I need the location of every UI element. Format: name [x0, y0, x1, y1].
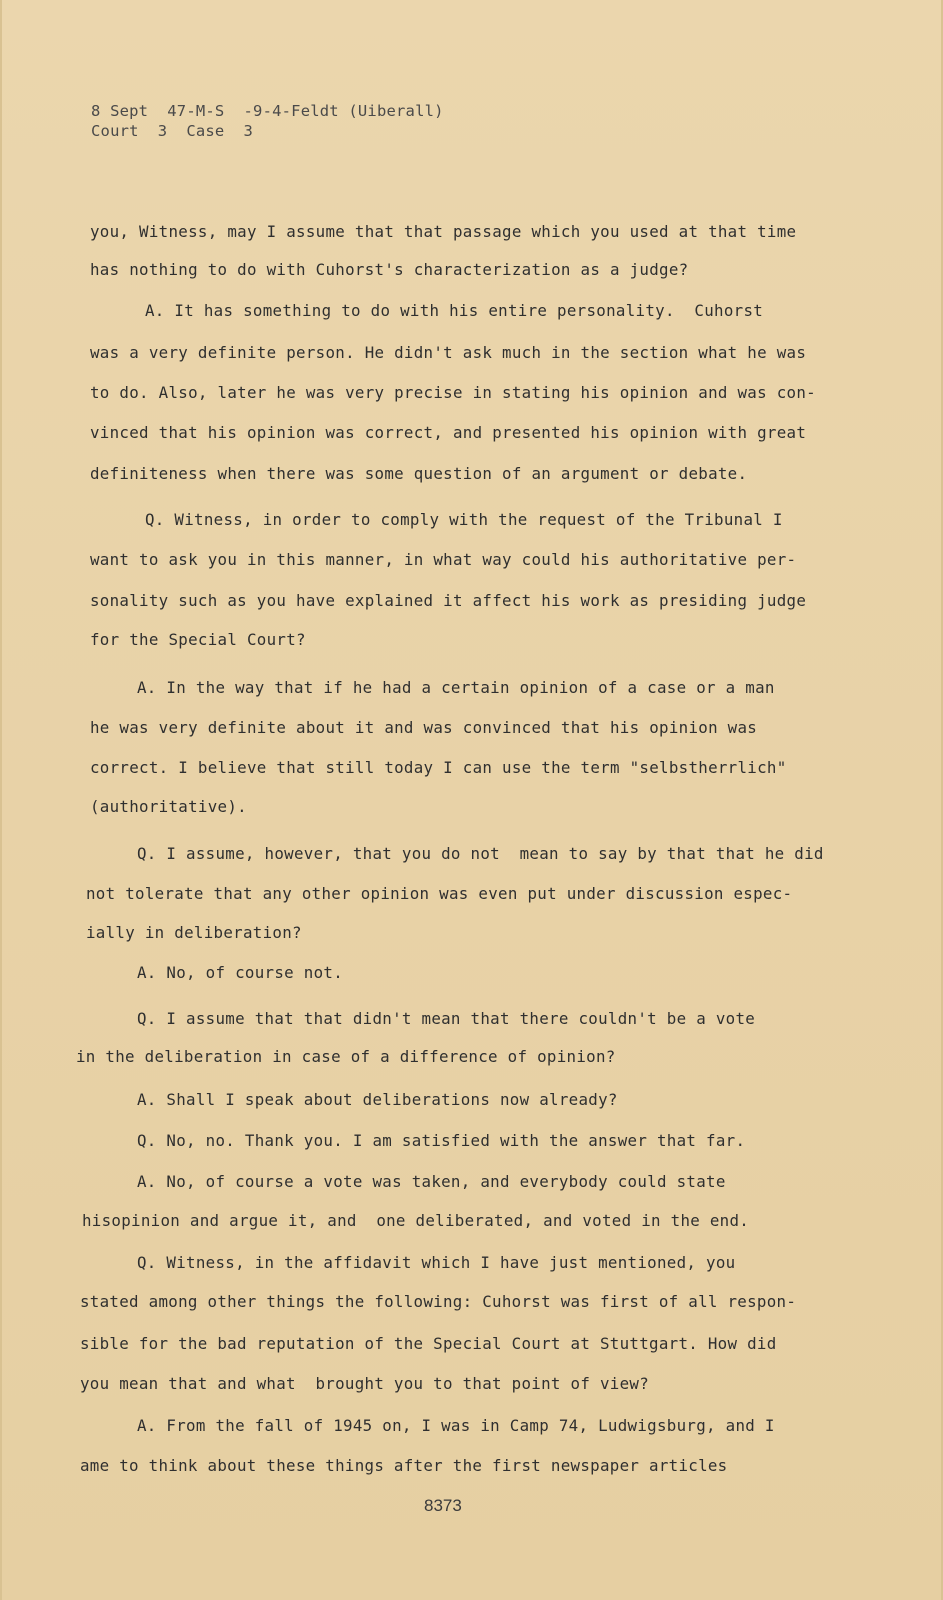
transcript-line: ially in deliberation?: [86, 923, 302, 942]
header-court-line: Court 3 Case 3: [91, 122, 254, 140]
transcript-line: sonality such as you have explained it affect his work as presiding judge: [90, 591, 807, 610]
transcript-line: stated among other things the following: Cuhorst was first of all respon-: [80, 1292, 797, 1311]
document-header: [91, 101, 444, 141]
transcript-line: vinced that his opinion was correct, and presented his opinion with great: [90, 423, 807, 442]
transcript-line: not tolerate that any other opinion was even put under discussion espec-: [86, 884, 793, 903]
transcript-line: Q. Witness, in order to comply with the request of the Tribunal I: [145, 510, 783, 529]
transcript-line: you mean that and what brought you to that point of view?: [80, 1374, 650, 1393]
transcript-line: for the Special Court?: [90, 630, 306, 649]
transcript-line: Q. I assume that that didn't mean that there couldn't be a vote: [137, 1009, 756, 1028]
page-number: 8373: [424, 1496, 462, 1515]
transcript-line: A. No, of course not.: [137, 963, 344, 982]
transcript-line: you, Witness, may I assume that that passage which you used at that time: [90, 222, 797, 241]
transcript-line: to do. Also, later he was very precise in stating his opinion and was con-: [90, 383, 816, 402]
transcript-line: want to ask you in this manner, in what way could his authoritative per-: [90, 550, 797, 569]
transcript-line: sible for the bad reputation of the Special Court at Stuttgart. How did: [80, 1334, 777, 1353]
transcript-line: ame to think about these things after the first newspaper articles: [80, 1456, 728, 1475]
transcript-line: in the deliberation in case of a difference of opinion?: [76, 1047, 616, 1066]
transcript-line: has nothing to do with Cuhorst's characterization as a judge?: [90, 260, 689, 279]
transcript-line: A. It has something to do with his entire personality. Cuhorst: [145, 301, 764, 320]
transcript-line: A. In the way that if he had a certain opinion of a case or a man: [137, 678, 775, 697]
transcript-line: correct. I believe that still today I can use the term "selbstherrlich": [90, 758, 787, 777]
header-date-line: 8 Sept 47-M-S -9-4-Feldt (Uiberall): [91, 102, 444, 120]
transcript-line: Q. No, no. Thank you. I am satisfied with the answer that far.: [137, 1131, 746, 1150]
transcript-line: hisopinion and argue it, and one deliberated, and voted in the end.: [82, 1211, 750, 1230]
transcript-line: was a very definite person. He didn't ask much in the section what he was: [90, 343, 807, 362]
transcript-line: he was very definite about it and was convinced that his opinion was: [90, 718, 758, 737]
transcript-line: Q. I assume, however, that you do not mean to say by that that he did: [137, 844, 824, 863]
transcript-line: (authoritative).: [90, 797, 247, 816]
transcript-line: A. No, of course a vote was taken, and everybody could state: [137, 1172, 726, 1191]
transcript-line: Q. Witness, in the affidavit which I have just mentioned, you: [137, 1253, 736, 1272]
transcript-line: A. Shall I speak about deliberations now already?: [137, 1090, 618, 1109]
transcript-line: definiteness when there was some question of an argument or debate.: [90, 464, 748, 483]
transcript-line: A. From the fall of 1945 on, I was in Camp 74, Ludwigsburg, and I: [137, 1416, 775, 1435]
